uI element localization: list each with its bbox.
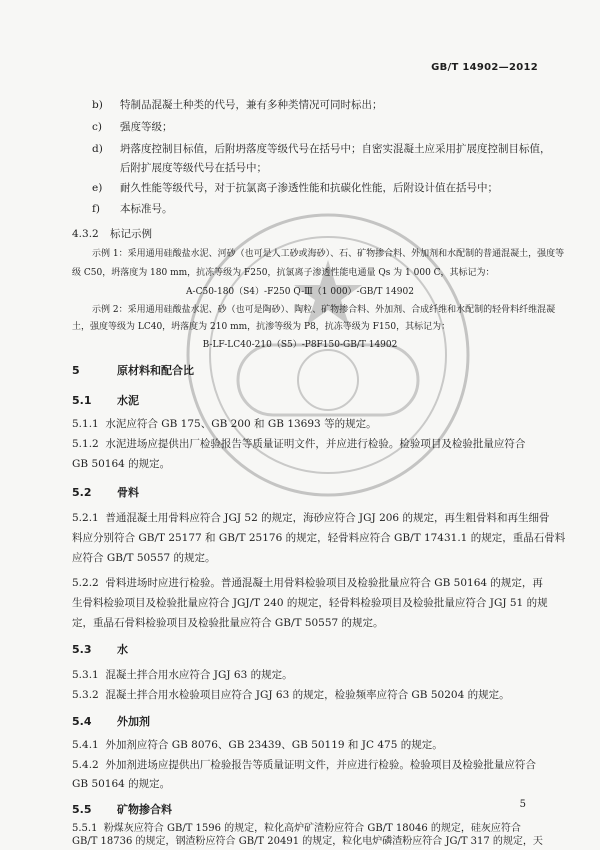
page-number: 5: [519, 799, 526, 810]
clause-5-4-2-line-2: GB 50164 的规定。: [72, 778, 171, 790]
section-number: 5.5: [72, 803, 92, 816]
clause-5-2-1-line-2: 料应分别符合 GB/T 25177 和 GB/T 25176 的规定，轻骨料应符合 GB/T 17431.1 的规定，重晶石骨料: [72, 532, 566, 544]
clause-text: 骨料进场时应进行检验。普通混凝土用骨料检验项目及检验批量应符合 GB 50164 的规定，再: [105, 577, 543, 589]
clause-5-1-2-line-2: GB 50164 的规定。: [72, 458, 171, 470]
section-4-3-2-heading: [72, 226, 152, 241]
list-item-d-cont: [92, 160, 267, 175]
section-number: 5.2: [72, 486, 92, 499]
list-marker: c): [92, 121, 102, 133]
list-text: 特制品混凝土种类的代号，兼有多种类情况可同时标出；: [120, 99, 383, 111]
section-number: 4.3.2: [72, 228, 99, 240]
list-text: 坍落度控制目标值，后附坍落度等级代号在括号中；自密实混凝土应采用扩展度控制目标值，: [120, 143, 551, 155]
clause-number: 5.2.1: [72, 512, 99, 524]
clause-text: 外加剂进场应提供出厂检验报告等质量证明文件，并应进行检验。检验项目及检验批量应符合: [105, 759, 536, 771]
section-number: 5.1: [72, 394, 92, 407]
clause-number: 5.3.2: [72, 689, 99, 701]
list-marker: e): [92, 182, 103, 194]
clause-text: 水泥应符合 GB 175、GB 200 和 GB 13693 等的规定。: [105, 418, 377, 430]
clause-5-2-1-line-3: 应符合 GB/T 50557 的规定。: [72, 552, 216, 564]
list-marker: d): [92, 143, 103, 155]
clause-number: 5.1.1: [72, 418, 99, 430]
seal-globe: [298, 350, 358, 410]
example-1-mark: A-C50-180（S4）-F250 Q-Ⅲ（1 000）-GB/T 14902: [186, 287, 414, 297]
section-5-2-heading: [72, 484, 139, 500]
clause-text: 混凝土拌合用水应符合 JGJ 63 的规定。: [105, 669, 293, 681]
clause-5-1-1: [72, 416, 377, 431]
section-5-3-heading: [72, 641, 128, 657]
clause-5-4-2-line-1: [72, 757, 536, 772]
clause-5-5-1-line-2: GB/T 18736 的规定，钢渣粉应符合 GB/T 20491 的规定，粒化电炉磷渣粉应符合 JG/T 317 的规定，天: [72, 836, 543, 847]
clause-number: 5.4.2: [72, 759, 99, 771]
example-1-line-1: 示例 1：采用通用硅酸盐水泥、河砂（也可是人工砂或海砂）、石、矿物掺合料、外加剂和水配制的普通混凝土，强度等: [92, 249, 565, 259]
clause-number: 5.1.2: [72, 438, 99, 450]
list-item-b: [92, 97, 383, 112]
list-text: 本标准号。: [120, 203, 173, 215]
section-title: 骨料: [117, 486, 139, 499]
list-text: 后附扩展度等级代号在括号中；: [120, 162, 267, 174]
list-marker: b): [92, 99, 103, 111]
example-2-line-1: 示例 2：采用通用硅酸盐水泥、砂（也可是陶砂）、陶粒、矿物掺合料、外加剂、合成纤维和水配制的轻骨料纤维混凝: [92, 305, 556, 315]
clause-text: 普通混凝土用骨料应符合 JGJ 52 的规定，海砂应符合 JGJ 206 的规定，再生粗骨料和再生细骨: [105, 512, 550, 524]
section-number: 5: [72, 364, 80, 377]
list-item-f: [92, 201, 173, 216]
section-5-4-heading: [72, 713, 150, 729]
section-title: 水: [117, 643, 128, 656]
example-1-line-2: 级 C50，坍落度为 180 mm，抗冻等级为 F250，抗氯离子渗透性能电通量 Qs 为 1 000 C，其标记为：: [72, 268, 495, 278]
clause-5-2-2-line-1: [72, 575, 543, 590]
section-title: 矿物掺合料: [117, 803, 172, 816]
section-5-1-heading: [72, 392, 139, 408]
clause-5-2-2-line-3: 定，重晶石骨料检验项目及检验批量应符合 GB/T 50557 的规定。: [72, 617, 384, 629]
section-5-heading: [72, 362, 194, 378]
section-title: 标记示例: [110, 228, 152, 240]
clause-5-3-2: [72, 687, 510, 702]
seal-band: [238, 345, 418, 415]
clause-number: 5.5.1: [72, 823, 98, 834]
list-item-e: [92, 180, 498, 195]
list-text: 强度等级；: [120, 121, 173, 133]
example-2-line-2: 土，强度等级为 LC40，坍落度为 210 mm，抗渗等级为 P8，抗冻等级为 F150，其标记为：: [72, 322, 451, 332]
standard-code-header: GB/T 14902—2012: [431, 62, 538, 73]
clause-5-3-1: [72, 667, 293, 682]
section-5-5-heading: [72, 801, 172, 817]
clause-5-2-1-line-1: [72, 510, 549, 525]
clause-text: 外加剂应符合 GB 8076、GB 23439、GB 50119 和 JC 475 的规定。: [105, 739, 443, 751]
section-title: 外加剂: [117, 715, 150, 728]
section-number: 5.3: [72, 643, 92, 656]
section-title: 原材料和配合比: [117, 364, 194, 377]
clause-5-4-1: [72, 737, 443, 752]
example-2-mark: B-LF-LC40-210（S5）-P8F150-GB/T 14902: [202, 340, 398, 350]
list-marker: f): [92, 203, 100, 215]
clause-5-1-2-line-1: [72, 436, 525, 451]
clause-number: 5.3.1: [72, 669, 99, 681]
clause-text: 混凝土拌合用水检验项目应符合 JGJ 63 的规定，检验频率应符合 GB 50204 的规定。: [105, 689, 510, 701]
clause-text: 水泥进场应提供出厂检验报告等质量证明文件，并应进行检验。检验项目及检验批量应符合: [105, 438, 526, 450]
list-item-c: [92, 119, 173, 134]
list-item-d: [92, 141, 551, 156]
clause-5-2-2-line-2: 生骨料检验项目及检验批量应符合 JGJ/T 240 的规定，轻骨料检验项目及检验批量应符合 JGJ 51 的规: [72, 597, 548, 609]
clause-text: 粉煤灰应符合 GB/T 1596 的规定，粒化高炉矿渣粉应符合 GB/T 18046 的规定，硅灰应符合: [103, 823, 521, 834]
section-title: 水泥: [117, 394, 139, 407]
clause-number: 5.4.1: [72, 739, 99, 751]
list-text: 耐久性能等级代号，对于抗氯离子渗透性能和抗碳化性能，后附设计值在括号中；: [120, 182, 498, 194]
section-number: 5.4: [72, 715, 92, 728]
clause-number: 5.2.2: [72, 577, 99, 589]
